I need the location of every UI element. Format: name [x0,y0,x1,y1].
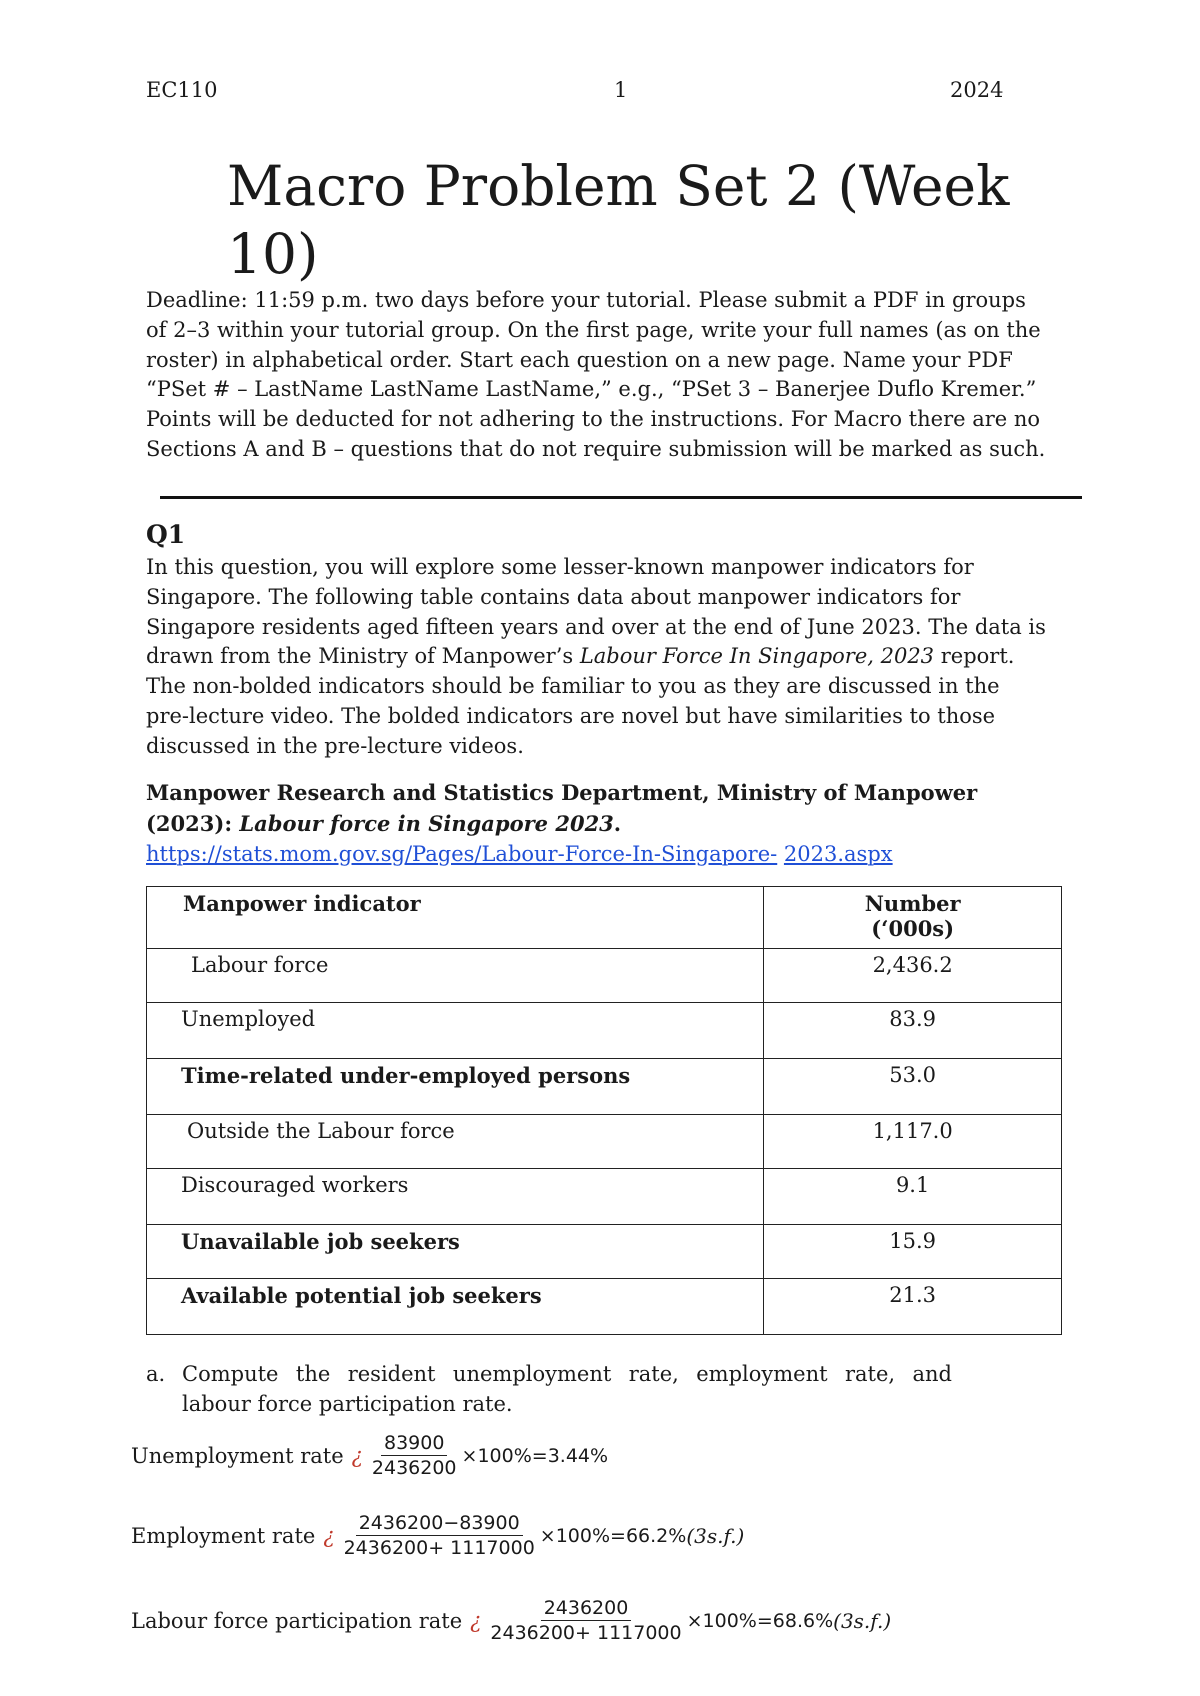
part-a-prompt: Compute the resident unemployment rate, employment rate, and labour force participation rate. [182,1362,952,1416]
formula-result: ×100%=68.6% [686,1609,834,1632]
indicator-cell: Available potential job seekers [147,1279,764,1335]
manpower-indicator-table [146,886,1062,1335]
submission-instructions: Deadline: 11:59 p.m. two days before your tutorial. Please submit a PDF in groups of 2–3 within your tutorial group. On the first page, write your full names (as on the roster) in alphabetical order. Start each question on a new page. Name your PDF “PSet # – LastName LastName LastName,” e.g., “PSet 3 – Banerjee Duflo Kremer.” Points will be deducted for not adhering to the instructions. For Macro there are no Sections A and B – questions that do not require submission will be marked as such. [146,288,1046,461]
source-link-continued[interactable]: 2023.aspx [783,841,893,866]
table-row [147,1169,1062,1225]
value-cell: 83.9 [764,1003,1062,1059]
formula-result: ×100%=66.2% [539,1524,687,1547]
reference-citation: Manpower Research and Statistics Department, Ministry of Manpower (2023): [146,780,978,836]
part-a-marker: a. [146,1362,166,1386]
table-header-number: Number (‘000s) [764,887,1062,949]
formula-result: ×100%=3.44% [461,1444,609,1467]
header-page-number: 1 [614,78,628,102]
formula-label: Unemployment rate [131,1443,344,1468]
value-cell: 9.1 [764,1169,1062,1225]
formula-label: Employment rate [131,1523,316,1548]
source-link[interactable]: https://stats.mom.gov.sg/Pages/Labour-Force-In-Singapore- [146,841,778,866]
source-reference [146,778,1046,869]
labour-force-participation-formula [131,1597,891,1644]
table-header-indicator: Manpower indicator [147,887,764,949]
value-cell: 15.9 [764,1225,1062,1279]
reference-period: . [613,810,622,836]
indicator-cell: Unavailable job seekers [147,1225,764,1279]
intro-text-start: In this question, you will explore some lesser-known manpower indicators for Singapore. The following table contains data about manpower indicators for Singapore residents aged fifteen years and over at the end of June 2023. The data is drawn from the Ministry of Manpower’s [146,555,1046,669]
table-row [147,949,1062,1003]
question-heading: Q1 [146,520,186,549]
value-cell: 21.3 [764,1279,1062,1335]
table-row [147,1279,1062,1335]
value-cell: 53.0 [764,1059,1062,1115]
header-course-code: EC110 [146,78,218,102]
formula-glyph: ¿ [470,1608,482,1633]
formula-precision: (3s.f.) [686,1523,745,1548]
intro-report-title: Labour Force In Singapore, 2023 [579,644,935,669]
section-divider [160,496,1082,499]
indicator-cell: Time-related under-employed persons [147,1059,764,1115]
value-cell: 2,436.2 [764,949,1062,1003]
indicator-cell: Unemployed [147,1003,764,1059]
fraction-denominator: 2436200+ 1117000 [490,1622,682,1644]
formula-precision: (3s.f.) [833,1608,892,1633]
indicator-cell: Outside the Labour force [147,1115,764,1169]
table-row [147,1115,1062,1169]
table-row [147,1059,1062,1115]
fraction-numerator: 83900 [381,1432,447,1456]
indicator-cell: Labour force [147,949,764,1003]
employment-rate-formula [131,1512,744,1559]
page-title: Macro Problem Set 2 (Week 10) [227,154,1010,286]
formula-label: Labour force participation rate [131,1608,463,1633]
fraction-numerator: 2436200−83900 [356,1512,523,1536]
question-part-a [146,1360,966,1420]
header-year: 2024 [950,78,1004,102]
formula-glyph: ¿ [351,1443,363,1468]
indicator-cell: Discouraged workers [147,1169,764,1225]
question-intro [146,553,1046,762]
unemployment-rate-formula [131,1432,608,1479]
formula-fraction [487,1597,684,1644]
value-cell: 1,117.0 [764,1115,1062,1169]
formula-glyph: ¿ [323,1523,335,1548]
fraction-denominator: 2436200 [371,1457,457,1479]
table-row [147,1003,1062,1059]
intro-text-end: report. The non-bolded indicators should be familiar to you as they are discussed in the pre-lecture video. The bolded indicators are novel but have similarities to those discussed in the pre-lecture videos. [146,644,1015,758]
fraction-numerator: 2436200 [541,1597,632,1621]
table-row [147,1225,1062,1279]
formula-fraction [341,1512,538,1559]
fraction-denominator: 2436200+ 1117000 [343,1537,535,1559]
reference-title: Labour force in Singapore 2023 [239,810,614,836]
formula-fraction [369,1432,460,1479]
